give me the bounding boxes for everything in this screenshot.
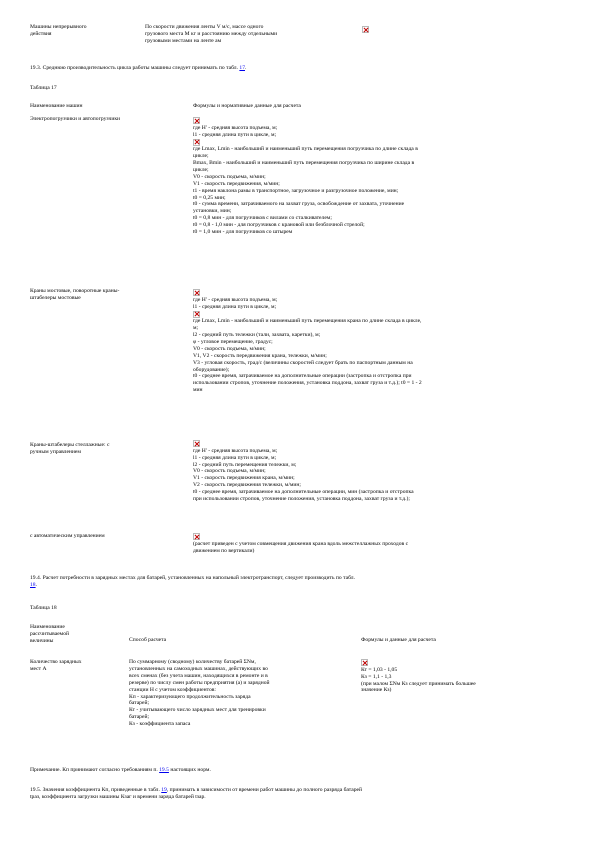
table-18-caption: Таблица 18 <box>30 605 57 611</box>
row-loaders-formulas: где Н' - средняя высота подъема, м; l1 - средняя длина пути в цикле, м; где Lmax, Lmin - наибольший и наименьший путь перемещения погрузчика по длине склада в цикле; Bmax, Bmin - наибольший и наименьший путь перемещения погрузчика по ширине склада в цикле; V0 - скорость подъема, м/мин; V1 - скорость передвижения, м/мин; t1 - время наклона рамы в транспортное, загрузочное и разгрузочное положение, мин; t0 = 0,25 мин; t0 - сумма времени, затрачиваемого на захват груза, освобождение от захвата, уточнение установки, мин; t0 = 0,8 мин - для погрузчиков с вилами со сталкивателем; t0 = 0,8 - 1,0 мин - для погрузчиков с крановой или безблочной стрелой; t0 = 1,0 мин - для погрузчиков со штырем <box>193 117 418 236</box>
table-18-header-formula: Формулы и данные для расчета <box>361 637 436 643</box>
table-17-header-formula: Формулы и нормативные данные для расчета <box>193 103 301 109</box>
row-stacker-auto-name: с автоматическим управлением <box>30 533 105 539</box>
table-18-link[interactable]: 18 <box>30 581 36 588</box>
row-stacker-auto-formulas: (расчет приведен с учетом совмещения движения крана вдоль межстеллажных проходов с движением по вертикали) <box>193 533 408 555</box>
table-18-header-name: Наименование рассчитываемой величины <box>30 624 70 644</box>
formula-image-icon <box>362 26 369 33</box>
table-19-link[interactable]: 19 <box>161 787 167 793</box>
row-cranes-formulas: где Н' - средняя высота подъема, м; l1 - средняя длина пути в цикле, м; где Lmax, Lmin - наибольший и наименьший путь перемещения крана по длине склада в цикле, м; l2 - средний путь тележки (тали, захвата, каретки), м; φ - угловое перемещение, градус; V0 - скорость подъема, м/мин; V1, V2 - скорость передвижения крана, тележки, м/мин; V3 - угловая скорость, град/с (величины скоростей следует брать по паспортным данным на оборудование); t0 - среднее время, затрачиваемое на дополнительные операции (застропка и отстропка при использовании стропов, уточнение положения, установка поддона, захват груза и т.д.); t0 = 1 - 2 мин <box>193 289 422 394</box>
note: Примечание. Кп принимают согласно требованиям п. 19.5 настоящих норм. <box>30 767 211 773</box>
formula-image-icon <box>361 659 368 666</box>
row-stacker-manual-formulas: где Н' - средняя высота подъема, м; l1 - средняя длина пути в цикле, м; l2 - средний путь перемещения тележки, м; V0 - скорость подъема, м/мин; V1 - скорость передвижения крана, м/мин; V2 - скорость передвижения тележки, м/мин; t0 - среднее время, затрачиваемое на дополнительные операции, мин (застропка и отстропка при использовании стропов, уточнение положения, установка поддона, захват груза и т.д.); <box>193 440 414 503</box>
paragraph-19-3: 19.3. Среднюю производительность цикла работы машины следует принимать по табл. 17. <box>30 65 247 71</box>
formula-image-icon <box>193 440 200 447</box>
formula-image-icon <box>193 533 200 540</box>
table-17-caption: Таблица 17 <box>30 85 57 91</box>
formula-image-icon <box>193 289 200 296</box>
row-loaders-name: Электропогрузчики и автопогрузчики <box>30 116 121 122</box>
table-17-header-name: Наименование машин <box>30 103 83 109</box>
row-charging-formula: Кт = 1,03 - 1,05 Кз = 1,1 - 1,3 (при малом ΣNм Кз следует принимать большее значение Кз) <box>361 659 476 694</box>
row-charging-method: По суммарному (сводному) количеству батарей ΣNм, установленных на самоходных машинах, действующих во всех сменах (без учета машин, находящихся в ремонте и в резерве) по числу смен работы предприятия (а) и зарядной станции Н с учетом коэффициентов: Кп - характеризующего продолжительность заряда батарей; Кт - учитывающего число зарядных мест для тренировки батарей; Кз - коэффициента запаса <box>129 659 270 728</box>
table-17-link[interactable]: 17 <box>239 65 245 71</box>
row-charging-name: Количество зарядных мест А <box>30 659 82 672</box>
row-stacker-manual-name: Краны-штабелеры стеллажные: с ручным управлением <box>30 442 110 455</box>
formula-image-icon <box>193 311 200 318</box>
formula-image-icon <box>193 117 200 124</box>
clause-19-5-link[interactable]: 19.5 <box>159 767 169 773</box>
row-cranes-name: Краны мостовые, поворотные краны- штабелеры мостовые <box>30 288 120 301</box>
top-col1: Машины непрерывного действия <box>30 24 87 37</box>
formula-image-icon <box>193 139 200 146</box>
table-18-header-method: Способ расчета <box>129 637 167 643</box>
top-col2: По скорости движения ленты V м/с, массе одного грузового места М кг и расстоянию между отдельными грузовыми местами на ленте ам <box>145 24 278 44</box>
paragraph-19-5: 19.5. Значения коэффициента Кп, приведенные в табл. 19, принимать в зависимости от времени работ машины до полного разряда батарей tраз, коэффициента загрузки машины Кзаг и времени заряда батарей tзар. <box>30 787 363 800</box>
paragraph-19-4: 19.4. Расчет потребности в зарядных местах для батарей, установленных на напольный электротранспорт, следует производить по табл. 18. <box>30 575 355 588</box>
